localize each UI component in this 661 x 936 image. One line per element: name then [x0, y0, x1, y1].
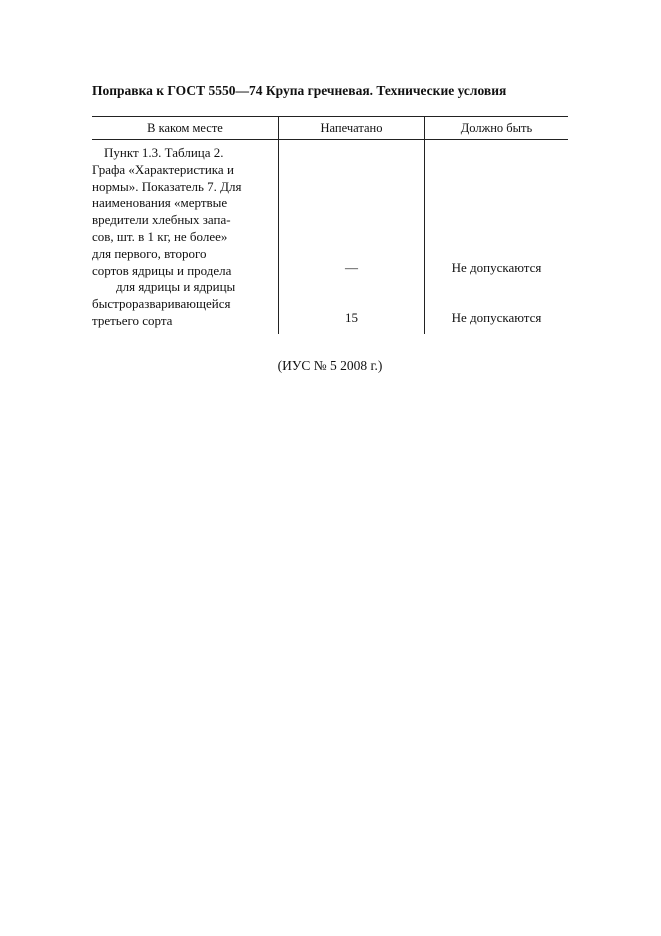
location-cell — [92, 145, 276, 330]
printed-value-2: 15 — [345, 310, 358, 325]
location-line: нормы». Показатель 7. Для — [92, 178, 242, 194]
should-be-value-2: Не допускаются — [451, 310, 542, 325]
header-should-be: Должно быть — [460, 121, 533, 135]
location-line: Графа «Характеристика и — [92, 161, 234, 177]
page-title: Поправка к ГОСТ 5550—74 Крупа гречневая. Технические условия — [92, 83, 507, 98]
column-divider-2 — [424, 116, 425, 334]
header-location: В каком месте — [147, 121, 223, 135]
footer-reference: (ИУС № 5 2008 г.) — [277, 358, 383, 373]
table-header-rule — [92, 139, 568, 140]
location-line: сов, шт. в 1 кг, не более» — [92, 228, 228, 244]
location-line: наименования «мертвые — [92, 195, 228, 211]
location-line: сортов ядрицы и продела — [92, 262, 232, 278]
location-line: для первого, второго — [92, 245, 207, 261]
location-line: третьего сорта — [92, 312, 173, 328]
location-line: быстроразваривающейся — [92, 296, 231, 312]
should-be-value-1: Не допускаются — [451, 260, 542, 275]
table-top-rule — [92, 116, 568, 117]
header-printed: Напечатано — [320, 121, 383, 135]
column-divider-1 — [278, 116, 279, 334]
location-line: для ядрицы и ядрицы — [116, 279, 236, 295]
printed-value-1: — — [345, 260, 358, 275]
location-line: вредители хлебных запа- — [92, 212, 231, 228]
location-line: Пункт 1.3. Таблица 2. — [104, 145, 224, 160]
